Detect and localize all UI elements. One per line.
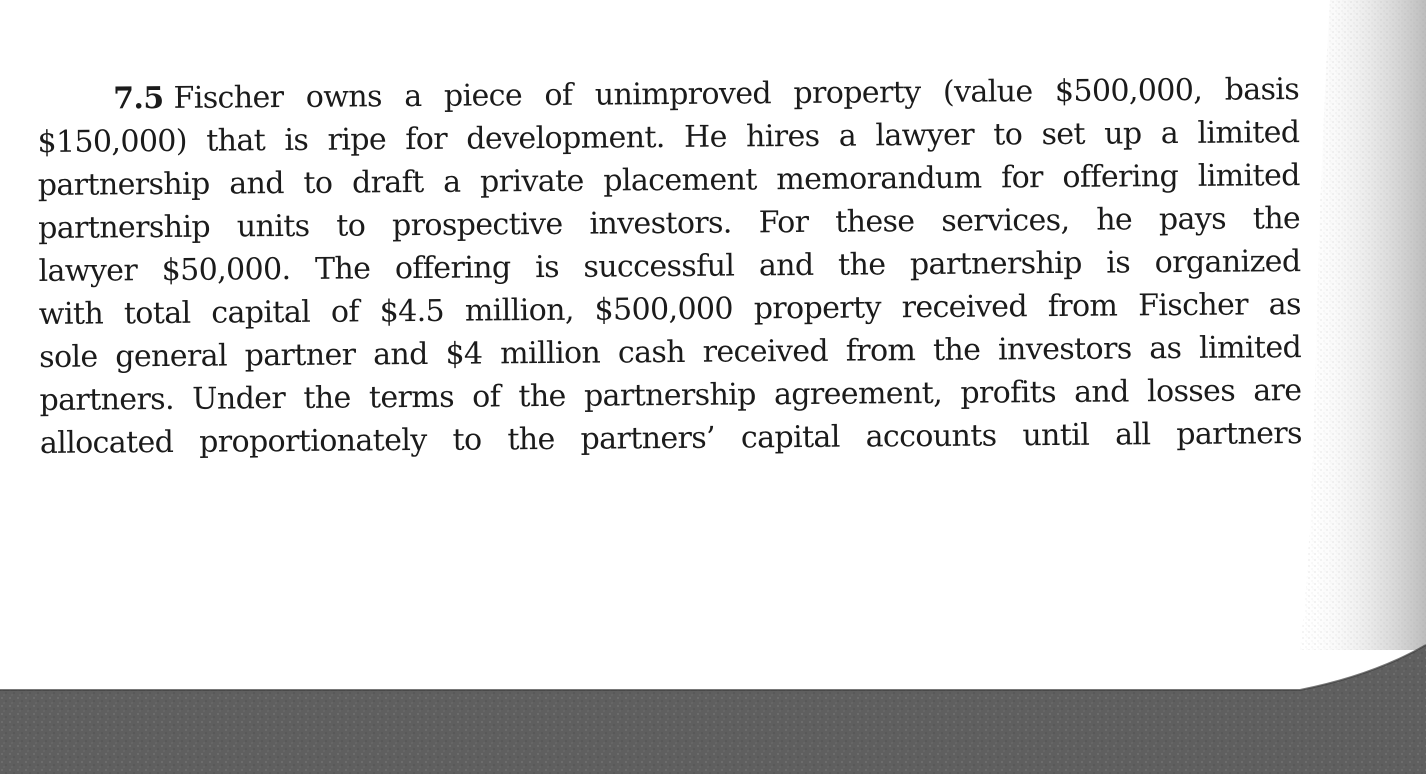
problem-paragraph: [37, 68, 1302, 465]
paragraph-line-9: allocated proportionately to the partners’ capital accounts until all partners: [39, 416, 1302, 461]
paragraph-line-4: partnership units to prospective investors. For these services, he pays the: [38, 201, 1301, 246]
paragraph-line-5: lawyer $50,000. The offering is successful and the partnership is organized: [38, 244, 1301, 289]
paragraph-line-2: $150,000) that is ripe for development. He hires a lawyer to set up a limited: [37, 115, 1300, 160]
paragraph-line-8: partners. Under the terms of the partnership agreement, profits and losses are: [39, 373, 1302, 418]
paragraph-line-6: with total capital of $4.5 million, $500,000 property received from Fischer as: [38, 287, 1301, 332]
paragraph-line-1: 7.5 Fischer owns a piece of unimproved property (value $500,000, basis: [113, 72, 1300, 117]
paragraph-line-3: partnership and to draft a private placement memorandum for offering limited: [37, 158, 1300, 203]
paragraph-line-7: sole general partner and $4 million cash received from the investors as limited: [39, 330, 1302, 375]
problem-number: 7.5: [113, 81, 164, 117]
